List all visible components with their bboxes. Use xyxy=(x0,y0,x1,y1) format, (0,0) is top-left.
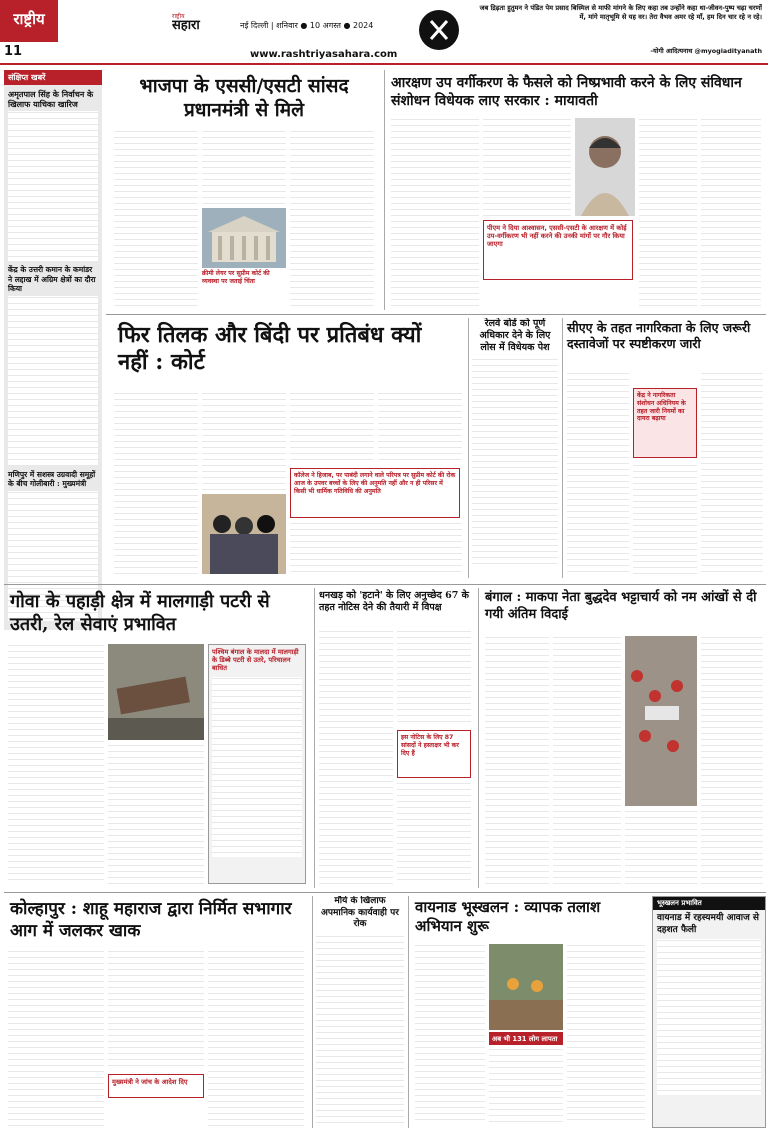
story-7-pullquote: इस नोटिस के लिए 87 सांसदों ने हस्ताक्षर भी कर दिए हैं xyxy=(401,734,459,757)
brief-1-title: अमृतपाल सिंह के निर्वाचन के खिलाफ याचिका खारिज xyxy=(8,89,94,109)
rescue-team-photo xyxy=(489,944,563,1030)
story-4-body xyxy=(472,358,558,564)
story-caa xyxy=(562,318,766,578)
story-10-headline: मौर्य के खिलाफ अपमानिक कार्यवाही पर रोक xyxy=(321,896,399,929)
derailment-photo xyxy=(108,644,204,740)
section-label xyxy=(0,0,58,42)
page-number: 11 xyxy=(4,44,23,59)
story-wayanad-search xyxy=(408,896,648,1128)
story-7-body-1 xyxy=(319,630,393,884)
story-3-body-5 xyxy=(290,522,462,574)
story-6-sidebox-title: पश्चिम बंगाल के मालदा में मालगाड़ी के डिब्बे पटरी से उतरे, परिचालन बाधित xyxy=(212,648,299,673)
story-2-pullquote: पीएम ने दिया आश्वासन, एससी-एसटी के आरक्षण में कोई उप-वर्गीकरण भी नहीं करने की उनकी मांगों पर गौर किया जाएगा xyxy=(487,224,627,249)
story-3-body-1 xyxy=(114,392,198,574)
story-kolhapur xyxy=(4,896,308,1128)
brief-1-body xyxy=(8,111,98,261)
story-5-pullquote: केंद्र ने नागरिकता संशोधन अधिनियम के तहत जारी नियमों का दायरा बढ़ाया xyxy=(637,392,686,423)
story-9-headline: कोल्हापुर : शाहू महाराज द्वारा निर्मित सभागार आग में जलकर खाक xyxy=(10,899,292,941)
story-3-pullquote: कॉलेज ने हिजाब, पर पाबंदी लगाने वाले परिपत्र पर सुप्रीम कोर्ट की रोक आज के उपवर बच्चों के लिए की अनुमति नहीं और न ही परिसर में किसी भी धार्मिक गतिविधि की अनुमति xyxy=(294,472,456,495)
story-7-headline: धनखड़ को 'हटाने' के लिए अनुच्छेद 67 के तहत नोटिस देने की तैयारी में विपक्ष xyxy=(319,590,469,613)
story-9-body-3 xyxy=(208,950,304,1126)
story-4-headline: रेलवे बोर्ड को पूर्ण अधिकार देने के लिए लोस में विधेयक पेश xyxy=(479,318,551,353)
brief-2-title: केंद्र के उत्तरी कमान के कमांडर ने लद्दाख में अग्रिम क्षेत्रों का दौरा किया xyxy=(8,265,96,294)
mayawati-photo xyxy=(575,118,635,216)
story-maurya xyxy=(312,896,404,1128)
story-11-body-3 xyxy=(567,944,645,1124)
story-12-label: भूस्खलन प्रभावित xyxy=(653,897,765,910)
story-1-headline: भाजपा के एससी/एसटी सांसद प्रधानमंत्री से मिले xyxy=(139,75,349,121)
sidebar-briefs xyxy=(4,70,102,630)
story-8-headline: बंगाल : माकपा नेता बुद्धदेव भट्टाचार्य को नम आंखों से दी गयी अंतिम विदाई xyxy=(485,590,757,622)
story-6-sidebox-body xyxy=(212,677,302,857)
story-tilak-bindi xyxy=(110,318,464,578)
masthead-logo-small: राष्ट्रीय xyxy=(172,13,185,20)
story-8-body-3 xyxy=(625,810,697,884)
story-5-body-2 xyxy=(633,464,697,574)
supreme-court-photo xyxy=(202,208,286,268)
funeral-procession-photo xyxy=(625,636,697,806)
story-11-body-1 xyxy=(415,944,485,1124)
story-9-pullquote-box xyxy=(108,1074,204,1098)
sidebar-label: संक्षिप्त खबरें xyxy=(4,70,102,85)
story-railway-bill xyxy=(468,318,558,578)
story-12-body xyxy=(657,939,761,1095)
story-12-headline: वायनाड में रहस्यमयी आवाज से दहशत फैली xyxy=(657,913,760,935)
story-1-body-right xyxy=(290,130,374,306)
section-label-text: राष्ट्रीय xyxy=(13,10,45,28)
story-9-pullquote: मुख्यमंत्री ने जांच के आदेश दिए xyxy=(112,1078,188,1086)
divider-rule-2 xyxy=(4,584,766,585)
brief-2-body xyxy=(8,296,98,466)
story-2-pullquote-box xyxy=(483,220,633,280)
story-buddhadeb xyxy=(478,588,766,888)
story-6-body-1 xyxy=(8,644,104,884)
masthead-logo xyxy=(172,12,232,42)
story-8-body-1 xyxy=(485,636,549,884)
story-2-body-1 xyxy=(391,118,479,306)
story-1-pullquote: क्रीमी लेयर पर सुप्रीम कोर्ट की व्यवस्था पर जताई चिंता xyxy=(202,270,270,285)
x-quote: जब द्रिढ़ता हुतुमन ने पंडित पेम प्रसाद बिस्मिल से माफी मांगने के लिए कहा तब उन्होंने कहा था-जीवन-पुष्प चढ़ा चरणों में, मांगे मातृभूमि से यह वर। तेरा वैभव अमर रहे माँ, हम दिन चार रहे न रहे। xyxy=(479,4,762,21)
story-1-body-left xyxy=(114,130,198,306)
story-11-headline: वायनाड भूस्खलन : व्यापक तलाश अभियान शुरू xyxy=(415,898,601,935)
story-1-body-mid xyxy=(202,130,286,206)
story-3-body-4 xyxy=(378,392,462,464)
story-9-body-1 xyxy=(8,950,104,1126)
story-7-body-3 xyxy=(397,782,471,884)
divider-rule-1 xyxy=(106,314,766,315)
divider-rule-3 xyxy=(4,892,766,893)
brief-3-title: मणिपुर में सशस्त्र उग्रवादी समूहों के बीच गोलीबारी : मुख्यमंत्री xyxy=(8,469,96,489)
story-8-body-4 xyxy=(701,636,763,884)
x-logo-icon xyxy=(419,10,459,50)
story-mayawati xyxy=(384,70,766,310)
story-6-headline: गोवा के पहाड़ी क्षेत्र में मालगाड़ी पटरी से उतरी, रेल सेवाएं प्रभावित xyxy=(10,591,270,635)
story-11-body-2 xyxy=(489,1048,563,1124)
story-7-pullquote-box xyxy=(397,730,471,778)
date-line: नई दिल्ली | शनिवार ● 10 अगस्त ● 2024 xyxy=(240,21,374,30)
hijab-students-photo xyxy=(202,494,286,574)
story-dhankhar xyxy=(314,588,474,888)
x-handle: -योगी आदित्यनाथ @myogiadityanath xyxy=(650,47,762,55)
story-6-body-2 xyxy=(108,744,204,884)
story-wayanad-sound xyxy=(652,896,766,1128)
story-goa-derail xyxy=(4,588,310,888)
story-9-body-2 xyxy=(108,950,204,1070)
story-10-body xyxy=(316,935,404,1129)
site-url: www.rashtriyasahara.com xyxy=(250,49,398,60)
story-5-headline: सीएए के तहत नागरिकता के लिए जरूरी दस्तावेजों पर स्पष्टीकरण जारी xyxy=(567,320,751,351)
story-6-sidebox xyxy=(208,644,306,884)
story-3-body-3 xyxy=(290,392,374,464)
story-8-body-2 xyxy=(553,636,621,884)
story-3-body-2 xyxy=(202,392,286,492)
story-11-caption: अब भी 131 लोग लापता xyxy=(489,1032,563,1045)
story-2-headline: आरक्षण उप वर्गीकरण के फैसले को निष्प्रभावी करने के लिए संविधान संशोधन विधेयक लाए सरकार : मायावती xyxy=(391,75,742,109)
story-7-body-2 xyxy=(397,630,471,726)
story-2-body-4 xyxy=(701,118,761,306)
masthead-logo-text: सहारा xyxy=(172,18,200,33)
story-5-body-1 xyxy=(567,372,629,574)
story-bjp-mps xyxy=(110,70,378,310)
masthead-rule xyxy=(0,63,768,65)
story-3-pullquote-box xyxy=(290,468,460,518)
story-2-body-2 xyxy=(483,118,571,216)
story-5-pullquote-box xyxy=(633,388,697,458)
story-5-body-3 xyxy=(701,372,763,574)
story-2-body-3 xyxy=(639,118,697,306)
story-3-headline: फिर तिलक और बिंदी पर प्रतिबंध क्यों नहीं : कोर्ट xyxy=(118,322,422,375)
